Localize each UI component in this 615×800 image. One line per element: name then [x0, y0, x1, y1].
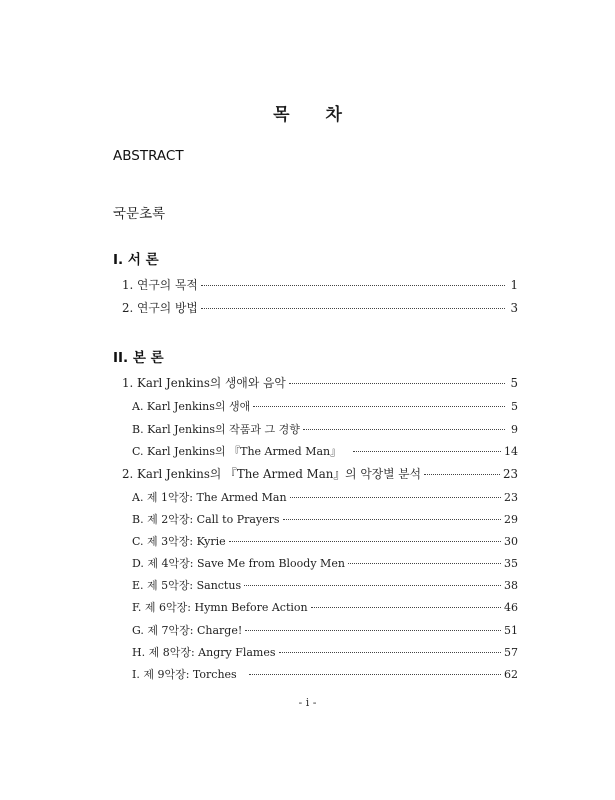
- toc-leader-dots: [289, 382, 505, 384]
- toc-leader-dots: [201, 284, 505, 286]
- toc-leader-dots: [283, 518, 501, 520]
- toc-entry-label: F. 제 6악장: Hymn Before Action: [132, 601, 308, 614]
- section-heading-intro: I. 서 론: [113, 252, 159, 268]
- toc-entry-label: G. 제 7악장: Charge!: [132, 624, 243, 637]
- toc-leader-dots: [245, 629, 501, 631]
- toc-entry[interactable]: [132, 555, 518, 571]
- toc-entry-label: B. Karl Jenkins의 작품과 그 경향: [132, 423, 300, 436]
- toc-leader-dots: [244, 584, 501, 586]
- toc-leader-dots: [353, 450, 501, 452]
- toc-entry-label: H. 제 8악장: Angry Flames: [132, 646, 276, 659]
- toc-entry[interactable]: [132, 443, 518, 459]
- toc-entry-page: 1: [510, 278, 518, 292]
- toc-entry-page: 51: [504, 624, 518, 637]
- toc-entry[interactable]: [132, 666, 518, 682]
- toc-leader-dots: [201, 307, 505, 309]
- toc-entry-label: C. Karl Jenkins의 『The Armed Man』: [132, 445, 342, 458]
- toc-entry[interactable]: [132, 533, 518, 549]
- toc-entry-label: 1. 연구의 목적: [122, 278, 198, 292]
- toc-entry-page: 57: [504, 646, 518, 659]
- abstract-heading: ABSTRACT: [113, 148, 184, 164]
- toc-entry-page: 38: [504, 579, 518, 592]
- toc-entry-label: 1. Karl Jenkins의 생애와 음악: [122, 376, 286, 390]
- toc-leader-dots: [424, 473, 500, 475]
- toc-leader-dots: [229, 540, 501, 542]
- toc-entry-label: A. Karl Jenkins의 생애: [132, 400, 251, 413]
- toc-entry-page: 14: [504, 445, 518, 458]
- toc-entry-page: 3: [510, 301, 518, 315]
- toc-entry-page: 62: [504, 668, 518, 681]
- toc-entry-label: D. 제 4악장: Save Me from Bloody Men: [132, 557, 345, 570]
- toc-entry-label: E. 제 5악장: Sanctus: [132, 579, 242, 592]
- toc-leader-dots: [249, 673, 501, 675]
- toc-entry-label: 2. 연구의 방법: [122, 301, 198, 315]
- toc-entry-label: A. 제 1악장: The Armed Man: [132, 491, 287, 504]
- toc-entry-page: 46: [504, 601, 518, 614]
- toc-leader-dots: [303, 428, 505, 430]
- title-part-2: 차: [325, 105, 342, 125]
- toc-leader-dots: [290, 496, 501, 498]
- toc-entry-page: 23: [504, 491, 518, 504]
- toc-entry[interactable]: [132, 644, 518, 660]
- toc-leader-dots: [279, 651, 502, 653]
- toc-entry[interactable]: [132, 622, 518, 638]
- toc-entry-label: C. 제 3악장: Kyrie: [132, 535, 226, 548]
- toc-entry-page: 5: [510, 376, 518, 390]
- page-title: [0, 100, 615, 125]
- toc-entry-page: 5: [511, 400, 518, 413]
- toc-entry[interactable]: [122, 299, 518, 316]
- toc-leader-dots: [348, 562, 501, 564]
- korean-abstract-heading: 국문초록: [113, 206, 166, 222]
- page-footer-number: - i -: [298, 696, 317, 709]
- toc-entry-page: 9: [511, 423, 518, 436]
- toc-entry[interactable]: [132, 398, 518, 414]
- toc-entry-page: 30: [504, 535, 518, 548]
- toc-entry-label: 2. Karl Jenkins의 『The Armed Man』의 악장별 분석: [122, 467, 422, 481]
- toc-entry[interactable]: [132, 489, 518, 505]
- title-part-1: 목: [273, 105, 290, 125]
- toc-leader-dots: [311, 606, 501, 608]
- toc-entry-page: 29: [504, 513, 518, 526]
- toc-leader-dots: [253, 405, 505, 407]
- toc-entry[interactable]: [132, 511, 518, 527]
- toc-entry-page: 23: [502, 467, 518, 481]
- toc-entry[interactable]: [132, 577, 518, 593]
- toc-entry-label: I. 제 9악장: Torches: [132, 668, 237, 681]
- section-heading-body: II. 본 론: [113, 350, 164, 366]
- toc-entry[interactable]: [122, 374, 518, 391]
- toc-entry[interactable]: [132, 421, 518, 437]
- toc-entry[interactable]: [132, 599, 518, 615]
- toc-entry[interactable]: [122, 465, 518, 482]
- toc-entry-page: 35: [504, 557, 518, 570]
- toc-entry-label: B. 제 2악장: Call to Prayers: [132, 513, 280, 526]
- toc-entry[interactable]: [122, 276, 518, 293]
